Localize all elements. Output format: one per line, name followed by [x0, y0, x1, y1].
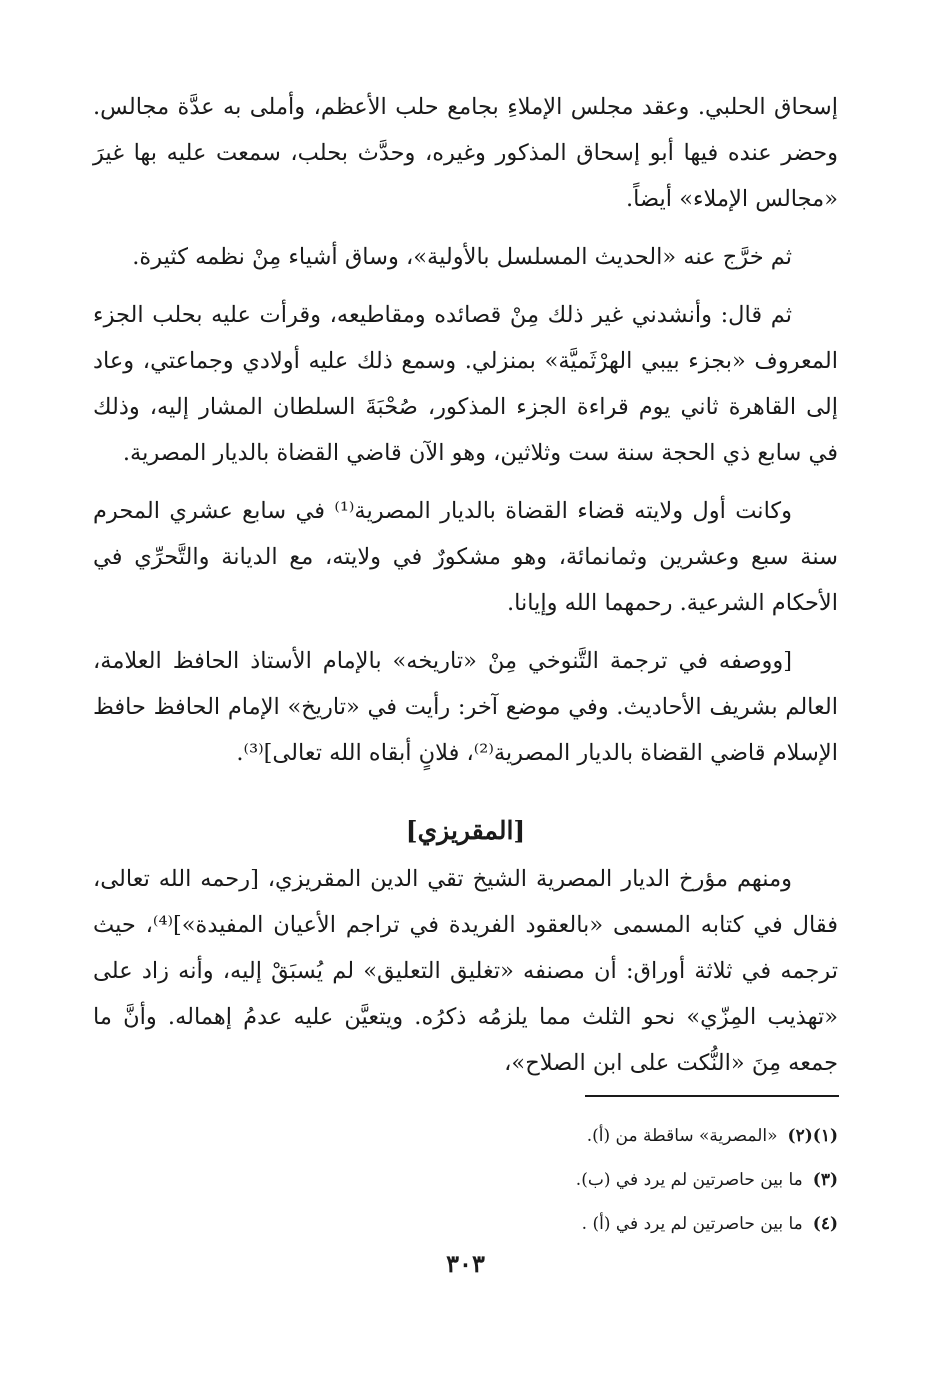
section-title: [المقريزي]: [405, 816, 526, 845]
footnote-divider: [585, 1095, 839, 1097]
paragraph-2: ثم خرَّج عنه «الحديث المسلسل بالأولية»، وساق أشياء مِنْ نظمه كثيرة.: [132, 244, 792, 270]
footnote-4: [93, 1202, 838, 1246]
footnote-text: «المصرية» ساقطة من (أ).: [586, 1126, 778, 1146]
paragraph-4: وكانت أول ولايته قضاء القضاة بالديار المصرية⁽¹⁾ في سابع عشري المحرم سنة سبع وعشرين وثمانمائة، وهو مشكورٌ في ولايته، مع الديانة والتَّحرِّي في الأحكام الشرعية. رحمهما الله وإيانا.: [93, 498, 838, 616]
section-paragraph: ومنهم مؤرخ الديار المصرية الشيخ تقي الدين المقريزي، [رحمه الله تعالى، فقال في كتابه المسمى «بالعقود الفريدة في تراجم الأعيان المفيدة»]⁽⁴⁾، حيث ترجمه في ثلاثة أوراق: أن مصنفه «تغليق التعليق» لم يُسبَقْ إليه، وأنه زاد على «تهذيب المِزّي» نحو الثلث مما يلزمُه ذكرُه. ويتعيَّن عليه عدمُ إهماله. وأنَّ ما جمعه مِنَ «النُّكت على ابن الصلاح»،: [93, 866, 838, 1076]
footnote-1-2: [93, 1114, 838, 1158]
paragraph-3: ثم قال: وأنشدني غير ذلك مِنْ قصائده ومقاطيعه، وقرأت عليه بحلب الجزء المعروف «بجزء بيبي الهرْثَميَّة» بمنزلي. وسمع ذلك عليه أولادي وجماعتي، وعاد إلى القاهرة ثاني يوم قراءة الجزء المذكور، صُحْبَةَ السلطان المشار إليه، وذلك في سابع ذي الحجة سنة ست وثلاثين، وهو الآن قاضي القضاة بالديار المصرية.: [93, 302, 838, 466]
page-number: ٣٠٣: [446, 1249, 485, 1278]
footnote-marker: (٤): [812, 1214, 838, 1234]
footnote-text: ما بين حاصرتين لم يرد في (ب).: [575, 1170, 803, 1190]
paragraph-1: إسحاق الحلبي. وعقد مجلس الإملاءِ بجامع حلب الأعظم، وأملى به عدَّة مجالس. وحضر عنده فيها أبو إسحاق المذكور وغيره، وحدَّث بحلب، سمعت عليه بها غيرَ «مجالس الإملاء» أيضاً.: [93, 94, 838, 212]
footnote-marker: (٣): [812, 1170, 838, 1190]
main-text: [93, 84, 838, 1098]
paragraph-5: [ووصفه في ترجمة التَّنوخي مِنْ «تاريخه» بالإمام الأستاذ الحافظ العلامة، العالم بشريف الأحاديث. وفي موضع آخر: رأيت في «تاريخ» الإمام الحافظ حافظ الإسلام قاضي القضاة بالديار المصرية⁽²⁾، فلانٍ أبقاه الله تعالى]⁽³⁾.: [93, 648, 838, 766]
footnote-marker: (١)(٢): [787, 1126, 838, 1146]
footnote-text: ما بين حاصرتين لم يرد في (أ) .: [581, 1214, 803, 1234]
footnotes: [93, 1114, 838, 1246]
footnote-3: [93, 1158, 838, 1202]
